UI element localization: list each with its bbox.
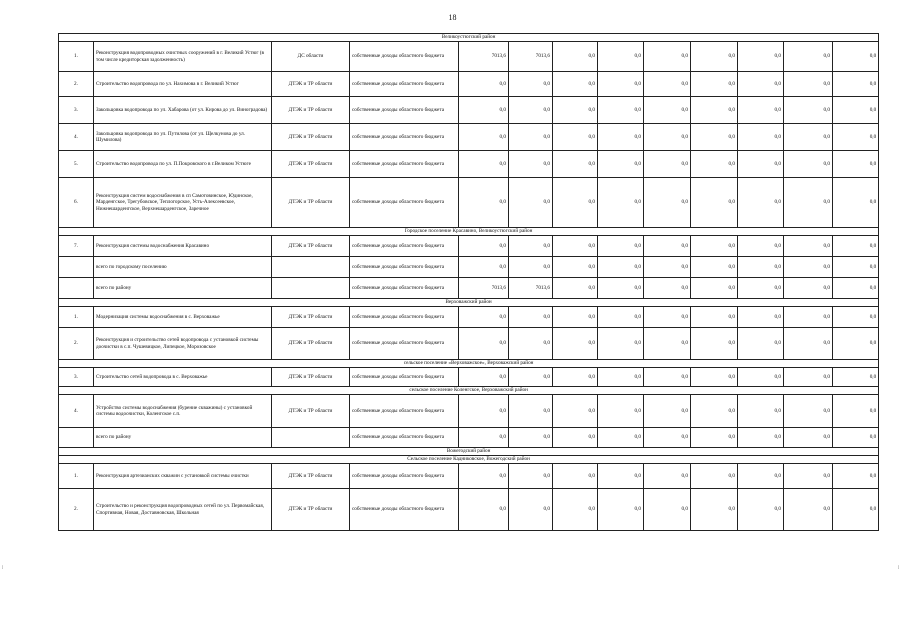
section-header-row	[59, 387, 879, 395]
amount-cell: 0,0	[644, 178, 691, 228]
amount-cell: 0,0	[509, 489, 553, 531]
responsible-body: ДТЭК и ТР области	[272, 151, 350, 178]
amount-cell: 0,0	[738, 42, 784, 72]
row-number: 7.	[59, 236, 94, 257]
funding-source: собственные доходы областного бюджета	[350, 428, 459, 448]
amount-cell: 0,0	[553, 151, 598, 178]
amount-cell: 0,0	[598, 178, 644, 228]
section-title: сельское поселение Коленгское, Верховажский район	[59, 387, 879, 395]
amount-cell: 0,0	[691, 395, 738, 428]
amount-cell: 0,0	[833, 328, 879, 360]
amount-cell: 0,0	[784, 236, 833, 257]
section-title: сельское поселение «Верховажское», Верховажский район	[59, 360, 879, 368]
section-title: Верховажский район	[59, 299, 879, 307]
amount-cell: 0,0	[553, 72, 598, 97]
amount-cell: 0,0	[691, 464, 738, 489]
amount-cell: 0,0	[784, 464, 833, 489]
funding-source: собственные доходы областного бюджета	[350, 236, 459, 257]
funding-source: собственные доходы областного бюджета	[350, 307, 459, 328]
amount-cell: 0,0	[691, 328, 738, 360]
project-name: Закольцовка водопровода по ул. Путилова (от ул. Щелкунова до ул. Шумилова)	[94, 124, 272, 151]
table-row	[59, 42, 879, 72]
amount-cell: 0,0	[784, 178, 833, 228]
amount-cell: 0,0	[598, 368, 644, 387]
table-row	[59, 428, 879, 448]
section-header-row	[59, 456, 879, 464]
amount-cell: 7013,6	[509, 278, 553, 299]
amount-cell: 0,0	[598, 278, 644, 299]
table-row	[59, 72, 879, 97]
project-name: Закольцовка водопровода по ул. Хабарова (от ул. Кирова до ул. Виноградова)	[94, 97, 272, 124]
responsible-body: ДТЭК и ТР области	[272, 236, 350, 257]
project-name: всего по городскому поселению	[94, 257, 272, 278]
amount-cell: 0,0	[553, 42, 598, 72]
amount-cell: 0,0	[784, 489, 833, 531]
amount-cell: 0,0	[598, 124, 644, 151]
amount-cell: 0,0	[784, 428, 833, 448]
amount-cell: 0,0	[509, 464, 553, 489]
amount-cell: 0,0	[691, 257, 738, 278]
amount-cell: 0,0	[738, 97, 784, 124]
amount-cell: 0,0	[598, 97, 644, 124]
table-row	[59, 97, 879, 124]
amount-cell: 0,0	[644, 464, 691, 489]
table-row	[59, 328, 879, 360]
project-name: Реконструкция артезианских скважин с установкой системы очистки	[94, 464, 272, 489]
project-name: Реконструкция и строительство сетей водопровода с установкой системы доочистки в с.п. Чушевицкое, Липецкое, Морозовское	[94, 328, 272, 360]
amount-cell: 0,0	[691, 124, 738, 151]
table-row	[59, 178, 879, 228]
amount-cell: 7013,6	[459, 278, 509, 299]
amount-cell: 0,0	[553, 395, 598, 428]
amount-cell: 0,0	[691, 278, 738, 299]
responsible-body: ДТЭК и ТР области	[272, 97, 350, 124]
amount-cell: 0,0	[598, 236, 644, 257]
amount-cell: 0,0	[598, 42, 644, 72]
amount-cell: 0,0	[833, 489, 879, 531]
amount-cell: 7013,6	[509, 42, 553, 72]
amount-cell: 0,0	[598, 464, 644, 489]
table-row	[59, 368, 879, 387]
row-number	[59, 257, 94, 278]
amount-cell: 0,0	[738, 489, 784, 531]
amount-cell: 0,0	[784, 42, 833, 72]
amount-cell: 0,0	[691, 368, 738, 387]
amount-cell: 0,0	[459, 72, 509, 97]
amount-cell: 0,0	[691, 97, 738, 124]
amount-cell: 0,0	[553, 257, 598, 278]
amount-cell: 0,0	[553, 97, 598, 124]
amount-cell: 0,0	[509, 428, 553, 448]
row-number: 6.	[59, 178, 94, 228]
amount-cell: 0,0	[459, 178, 509, 228]
amount-cell: 0,0	[691, 151, 738, 178]
amount-cell: 0,0	[738, 278, 784, 299]
amount-cell: 0,0	[459, 236, 509, 257]
table-row	[59, 395, 879, 428]
amount-cell: 0,0	[459, 257, 509, 278]
amount-cell: 0,0	[833, 42, 879, 72]
amount-cell: 0,0	[833, 257, 879, 278]
responsible-body: ДС области	[272, 42, 350, 72]
funding-source: собственные доходы областного бюджета	[350, 124, 459, 151]
amount-cell: 0,0	[459, 124, 509, 151]
amount-cell: 0,0	[784, 97, 833, 124]
amount-cell: 0,0	[738, 236, 784, 257]
amount-cell: 0,0	[784, 328, 833, 360]
amount-cell: 0,0	[784, 368, 833, 387]
funding-source: собственные доходы областного бюджета	[350, 368, 459, 387]
responsible-body: ДТЭК и ТР области	[272, 489, 350, 531]
table-row	[59, 307, 879, 328]
table-row	[59, 464, 879, 489]
responsible-body: ДТЭК и ТР области	[272, 72, 350, 97]
project-name: Устройство системы водоснабжения (бурение скважины) с установкой системы водоочистки, Коленгское с.п.	[94, 395, 272, 428]
row-number: 3.	[59, 97, 94, 124]
amount-cell: 0,0	[784, 72, 833, 97]
amount-cell: 0,0	[691, 236, 738, 257]
section-header-row	[59, 228, 879, 236]
amount-cell: 0,0	[691, 307, 738, 328]
amount-cell: 0,0	[833, 278, 879, 299]
project-name: Реконструкция водопроводных очистных сооружений в г. Великий Устюг (в том числе кредиторская задолженность)	[94, 42, 272, 72]
funding-source: собственные доходы областного бюджета	[350, 328, 459, 360]
amount-cell: 0,0	[598, 489, 644, 531]
amount-cell: 0,0	[833, 124, 879, 151]
amount-cell: 0,0	[644, 307, 691, 328]
amount-cell: 0,0	[784, 124, 833, 151]
amount-cell: 0,0	[598, 72, 644, 97]
amount-cell: 0,0	[644, 328, 691, 360]
amount-cell: 0,0	[553, 368, 598, 387]
left-margin-mark: ⁞	[2, 566, 4, 571]
amount-cell: 0,0	[738, 428, 784, 448]
right-margin-mark: ⁞	[898, 566, 900, 571]
table-row	[59, 236, 879, 257]
amount-cell: 0,0	[459, 328, 509, 360]
row-number: 1.	[59, 307, 94, 328]
amount-cell: 0,0	[644, 257, 691, 278]
table-row	[59, 151, 879, 178]
amount-cell: 0,0	[459, 428, 509, 448]
amount-cell: 0,0	[644, 278, 691, 299]
row-number	[59, 428, 94, 448]
amount-cell: 0,0	[459, 395, 509, 428]
amount-cell: 0,0	[509, 124, 553, 151]
amount-cell: 0,0	[738, 124, 784, 151]
amount-cell: 0,0	[833, 307, 879, 328]
amount-cell: 0,0	[784, 395, 833, 428]
amount-cell: 0,0	[833, 464, 879, 489]
project-name: Строительство водопровода по ул. Нахимова в г. Великий Устюг	[94, 72, 272, 97]
row-number: 2.	[59, 328, 94, 360]
responsible-body	[272, 428, 350, 448]
amount-cell: 0,0	[553, 278, 598, 299]
amount-cell: 0,0	[738, 464, 784, 489]
responsible-body: ДТЭК и ТР области	[272, 307, 350, 328]
responsible-body	[272, 257, 350, 278]
responsible-body	[272, 278, 350, 299]
budget-table	[58, 33, 879, 531]
amount-cell: 0,0	[509, 257, 553, 278]
amount-cell: 0,0	[738, 151, 784, 178]
amount-cell: 0,0	[833, 151, 879, 178]
amount-cell: 0,0	[644, 236, 691, 257]
amount-cell: 0,0	[509, 236, 553, 257]
amount-cell: 0,0	[833, 72, 879, 97]
row-number	[59, 278, 94, 299]
table-row	[59, 489, 879, 531]
section-header-row	[59, 360, 879, 368]
amount-cell: 0,0	[598, 328, 644, 360]
amount-cell: 0,0	[509, 368, 553, 387]
amount-cell: 0,0	[459, 368, 509, 387]
funding-source: собственные доходы областного бюджета	[350, 257, 459, 278]
project-name: Строительство сетей водопровода в с. Верховажье	[94, 368, 272, 387]
amount-cell: 0,0	[784, 151, 833, 178]
amount-cell: 0,0	[738, 368, 784, 387]
amount-cell: 0,0	[553, 428, 598, 448]
amount-cell: 0,0	[833, 178, 879, 228]
amount-cell: 0,0	[509, 178, 553, 228]
row-number: 3.	[59, 368, 94, 387]
amount-cell: 0,0	[784, 307, 833, 328]
funding-source: собственные доходы областного бюджета	[350, 97, 459, 124]
amount-cell: 0,0	[509, 307, 553, 328]
amount-cell: 0,0	[459, 489, 509, 531]
amount-cell: 7013,6	[459, 42, 509, 72]
row-number: 2.	[59, 489, 94, 531]
amount-cell: 0,0	[459, 97, 509, 124]
page-number: 18	[448, 13, 457, 22]
amount-cell: 0,0	[644, 42, 691, 72]
amount-cell: 0,0	[833, 395, 879, 428]
amount-cell: 0,0	[644, 97, 691, 124]
amount-cell: 0,0	[509, 97, 553, 124]
amount-cell: 0,0	[691, 428, 738, 448]
responsible-body: ДТЭК и ТР области	[272, 368, 350, 387]
section-title: Великоустюгский район	[59, 34, 879, 42]
amount-cell: 0,0	[553, 307, 598, 328]
amount-cell: 0,0	[833, 368, 879, 387]
funding-source: собственные доходы областного бюджета	[350, 464, 459, 489]
section-title: Городское поселение Красавино, Великоустюгский район	[59, 228, 879, 236]
amount-cell: 0,0	[598, 151, 644, 178]
amount-cell: 0,0	[738, 257, 784, 278]
responsible-body: ДТЭК и ТР области	[272, 464, 350, 489]
responsible-body: ДТЭК и ТР области	[272, 124, 350, 151]
section-header-row	[59, 299, 879, 307]
amount-cell: 0,0	[509, 151, 553, 178]
project-name: всего по району	[94, 278, 272, 299]
responsible-body: ДТЭК и ТР области	[272, 178, 350, 228]
row-number: 2.	[59, 72, 94, 97]
row-number: 4.	[59, 395, 94, 428]
amount-cell: 0,0	[553, 178, 598, 228]
amount-cell: 0,0	[553, 328, 598, 360]
amount-cell: 0,0	[644, 72, 691, 97]
amount-cell: 0,0	[738, 328, 784, 360]
funding-source: собственные доходы областного бюджета	[350, 489, 459, 531]
section-header-row	[59, 34, 879, 42]
funding-source: собственные доходы областного бюджета	[350, 42, 459, 72]
amount-cell: 0,0	[784, 257, 833, 278]
project-name: всего по району	[94, 428, 272, 448]
amount-cell: 0,0	[509, 395, 553, 428]
row-number: 4.	[59, 124, 94, 151]
project-name: Реконструкция систем водоснабжения в сп Самотовинское, Юдинское, Марденгское, Трегубовское, Теплогорское, Усть-Алексеевское, Нижнешарденгское, Верхнешарденгское, Заречное	[94, 178, 272, 228]
amount-cell: 0,0	[459, 151, 509, 178]
amount-cell: 0,0	[738, 395, 784, 428]
amount-cell: 0,0	[784, 278, 833, 299]
amount-cell: 0,0	[644, 489, 691, 531]
amount-cell: 0,0	[553, 236, 598, 257]
amount-cell: 0,0	[644, 151, 691, 178]
amount-cell: 0,0	[598, 307, 644, 328]
amount-cell: 0,0	[644, 368, 691, 387]
project-name: Строительство водопровода по ул. П.Покровского в г.Великом Устюге	[94, 151, 272, 178]
amount-cell: 0,0	[598, 428, 644, 448]
table-row	[59, 257, 879, 278]
project-name: Модернизация системы водоснабжения в с. Верховажье	[94, 307, 272, 328]
row-number: 1.	[59, 464, 94, 489]
funding-source: собственные доходы областного бюджета	[350, 278, 459, 299]
amount-cell: 0,0	[553, 124, 598, 151]
amount-cell: 0,0	[691, 489, 738, 531]
funding-source: собственные доходы областного бюджета	[350, 395, 459, 428]
amount-cell: 0,0	[738, 307, 784, 328]
amount-cell: 0,0	[459, 464, 509, 489]
amount-cell: 0,0	[509, 328, 553, 360]
amount-cell: 0,0	[691, 42, 738, 72]
section-title: Сельское поселение Кадниковское, Вожегодский район	[59, 456, 879, 464]
funding-source: собственные доходы областного бюджета	[350, 178, 459, 228]
amount-cell: 0,0	[598, 257, 644, 278]
amount-cell: 0,0	[644, 124, 691, 151]
table-body	[59, 34, 879, 531]
amount-cell: 0,0	[553, 489, 598, 531]
table-row	[59, 124, 879, 151]
section-header-row	[59, 448, 879, 456]
responsible-body: ДТЭК и ТР области	[272, 395, 350, 428]
amount-cell: 0,0	[738, 72, 784, 97]
amount-cell: 0,0	[644, 395, 691, 428]
amount-cell: 0,0	[509, 72, 553, 97]
amount-cell: 0,0	[738, 178, 784, 228]
amount-cell: 0,0	[691, 72, 738, 97]
amount-cell: 0,0	[833, 97, 879, 124]
project-name: Реконструкция системы водоснабжения Красавино	[94, 236, 272, 257]
funding-source: собственные доходы областного бюджета	[350, 151, 459, 178]
responsible-body: ДТЭК и ТР области	[272, 328, 350, 360]
amount-cell: 0,0	[598, 395, 644, 428]
row-number: 5.	[59, 151, 94, 178]
amount-cell: 0,0	[459, 307, 509, 328]
project-name: Строительство и реконструкция водопроводных сетей по ул. Первомайская, Спортивная, Новая, Доставновская, Школьная	[94, 489, 272, 531]
amount-cell: 0,0	[833, 236, 879, 257]
row-number: 1.	[59, 42, 94, 72]
amount-cell: 0,0	[833, 428, 879, 448]
section-title: Вожегодский район	[59, 448, 879, 456]
amount-cell: 0,0	[553, 464, 598, 489]
amount-cell: 0,0	[644, 428, 691, 448]
amount-cell: 0,0	[691, 178, 738, 228]
funding-source: собственные доходы областного бюджета	[350, 72, 459, 97]
table-row	[59, 278, 879, 299]
